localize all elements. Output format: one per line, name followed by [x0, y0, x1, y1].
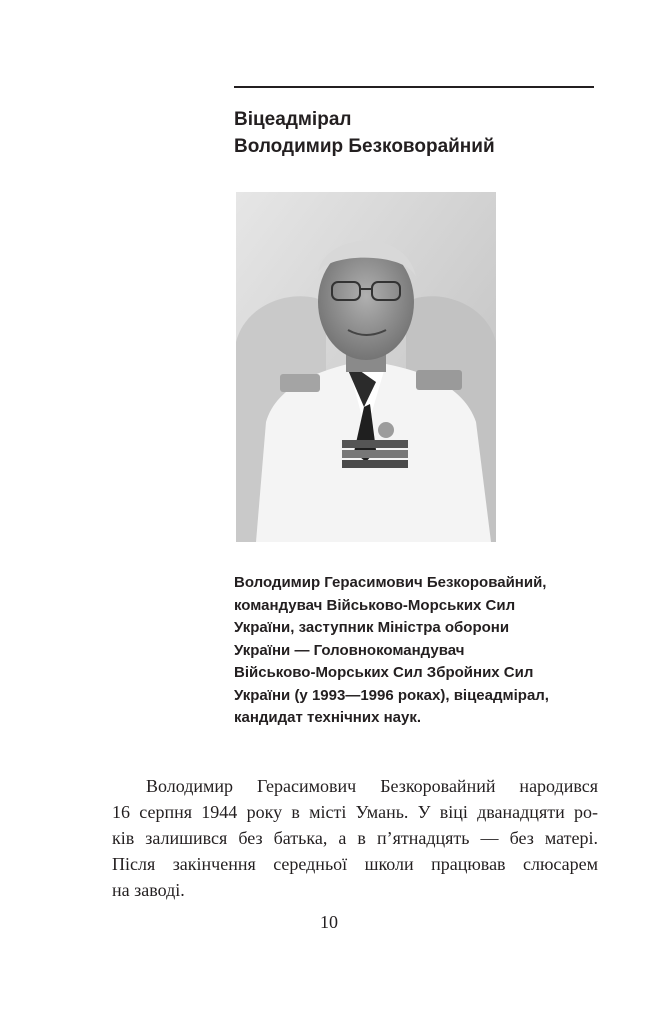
body-line: на заводі.: [112, 880, 185, 900]
body-line: Володимир Герасимович Безкоровайний народився: [146, 776, 598, 796]
caption-line: України — Головнокомандувач: [234, 641, 465, 659]
heading-rule: [234, 86, 594, 88]
body-line: Після закінчення середньої школи працював слюсарем: [112, 854, 598, 874]
body-paragraph: [112, 773, 598, 903]
photo-caption: [234, 572, 614, 730]
section-heading: [234, 106, 614, 160]
heading-name: Володимир Безковорайний: [234, 136, 495, 157]
body-line: ків залишився без батька, а в п’ятнадцять — без матері.: [112, 828, 598, 848]
caption-line: України, заступник Міністра оборони: [234, 619, 510, 636]
heading-rank: Віцеадмірал: [234, 109, 352, 130]
caption-line: Володимир Герасимович Безкоровайний,: [234, 574, 547, 591]
caption-line: Військово-Морських Сил Збройних Сил: [234, 664, 534, 681]
portrait-photo: [236, 192, 496, 542]
caption-line: України (у 1993—1996 роках), віцеадмірал,: [234, 686, 549, 704]
page-number: 10: [320, 912, 338, 932]
body-line: 16 серпня 1944 року в місті Умань. У віці дванадцяти ро-: [112, 802, 598, 822]
caption-line: командувач Військово-Морських Сил: [234, 596, 516, 614]
caption-line: кандидат технічних наук.: [234, 709, 422, 726]
